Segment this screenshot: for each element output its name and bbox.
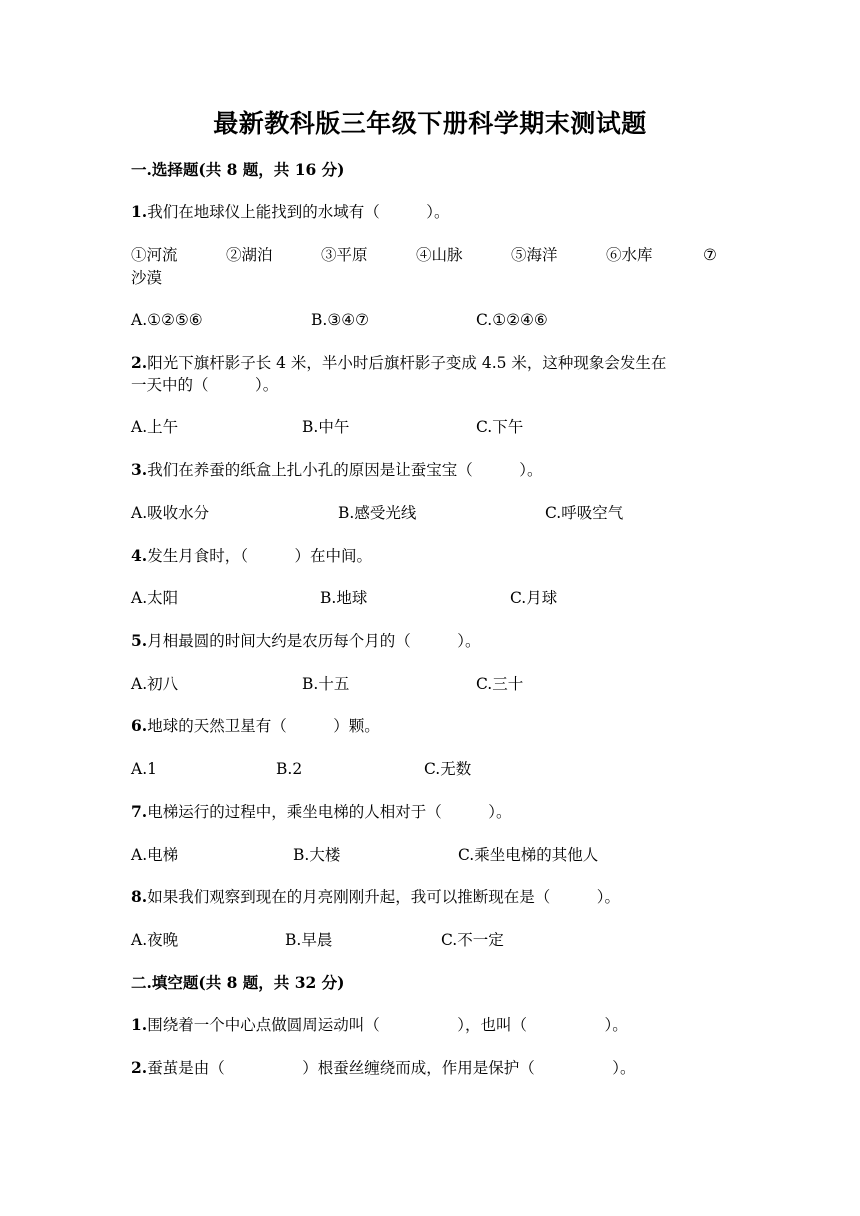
question-6-options [0, 758, 860, 780]
question-text: 地球的天然卫星有（ ）颗。 [147, 717, 380, 735]
question-6 [131, 715, 380, 737]
option-b: B.地球 [320, 589, 368, 607]
question-number: 7. [131, 802, 148, 821]
list-item: ⑦ [703, 246, 717, 264]
page-title: 最新教科版三年级下册科学期末测试题 [213, 109, 647, 138]
question-number: 5. [131, 631, 148, 650]
question-text: 蚕茧是由（ ）根蚕丝缠绕而成，作用是保护（ ）。 [147, 1059, 636, 1077]
question-2-options [0, 416, 860, 438]
question-1-items-wrap: 沙漠 [131, 269, 163, 287]
question-4-options [0, 587, 860, 609]
question-number: 2. [131, 1058, 148, 1077]
option-b: B.中午 [302, 418, 350, 436]
question-1-items [0, 244, 860, 266]
question-number: 8. [131, 887, 148, 906]
question-number: 4. [131, 546, 148, 565]
question-text: 月相最圆的时间大约是农历每个月的（ ）。 [147, 632, 481, 650]
question-number: 1. [131, 1015, 148, 1034]
option-b: B.2 [276, 760, 303, 778]
question-text: 电梯运行的过程中，乘坐电梯的人相对于（ ）。 [147, 803, 512, 821]
question-number: 1. [131, 202, 148, 221]
list-item: ⑥水库 [606, 246, 653, 264]
option-a: A.太阳 [131, 589, 179, 607]
option-a: A.①②⑤⑥ [131, 311, 203, 329]
question-number: 3. [131, 460, 148, 479]
question-2 [131, 352, 666, 374]
question-text: 如果我们观察到现在的月亮刚刚升起，我可以推断现在是（ ）。 [147, 888, 620, 906]
question-7-options [0, 844, 860, 866]
option-c: C.不一定 [441, 931, 504, 949]
option-c: C.下午 [476, 418, 524, 436]
question-1-options [0, 309, 860, 331]
question-3-options [0, 502, 860, 524]
question-4 [131, 545, 372, 567]
question-number: 2. [131, 353, 148, 372]
option-a: A.电梯 [131, 846, 179, 864]
option-c: C.①②④⑥ [476, 311, 548, 329]
question-text: 发生月食时，（ ）在中间。 [147, 547, 372, 565]
option-a: A.吸收水分 [131, 504, 210, 522]
list-item: ④山脉 [416, 246, 463, 264]
question-text: 阳光下旗杆影子长 4 米，半小时后旗杆影子变成 4.5 米，这种现象会发生在 [147, 354, 667, 372]
question-number: 6. [131, 716, 148, 735]
question-8-options [0, 929, 860, 951]
question-1 [131, 201, 449, 223]
question-7 [131, 801, 511, 823]
option-a: A.上午 [131, 418, 179, 436]
question-3 [131, 459, 542, 481]
option-a: A.夜晚 [131, 931, 179, 949]
fill-question-1 [131, 1014, 628, 1036]
question-8 [131, 886, 620, 908]
section-heading-choice: 一.选择题(共 8 题，共 16 分) [131, 160, 345, 179]
list-item: ①河流 [131, 246, 178, 264]
section-heading-fill: 二.填空题(共 8 题，共 32 分) [131, 973, 345, 992]
question-text: 我们在地球仪上能找到的水域有（ ）。 [147, 203, 450, 221]
list-item: ⑤海洋 [511, 246, 558, 264]
option-c: C.月球 [510, 589, 558, 607]
question-text: 围绕着一个中心点做圆周运动叫（ ），也叫（ ）。 [147, 1016, 628, 1034]
fill-question-2 [131, 1057, 635, 1079]
option-c: C.呼吸空气 [545, 504, 624, 522]
option-b: B.十五 [302, 675, 350, 693]
option-a: A.1 [131, 760, 157, 778]
question-text: 我们在养蚕的纸盒上扎小孔的原因是让蚕宝宝（ ）。 [147, 461, 543, 479]
option-b: B.早晨 [285, 931, 333, 949]
question-2-wrap: 一天中的（ ）。 [131, 376, 279, 394]
option-b: B.大楼 [293, 846, 341, 864]
option-c: C.乘坐电梯的其他人 [458, 846, 599, 864]
option-c: C.无数 [424, 760, 472, 778]
option-c: C.三十 [476, 675, 524, 693]
option-a: A.初八 [131, 675, 179, 693]
option-b: B.感受光线 [338, 504, 417, 522]
option-b: B.③④⑦ [311, 311, 370, 329]
question-5 [131, 630, 480, 652]
question-5-options [0, 673, 860, 695]
list-item: ③平原 [321, 246, 368, 264]
list-item: ②湖泊 [226, 246, 273, 264]
